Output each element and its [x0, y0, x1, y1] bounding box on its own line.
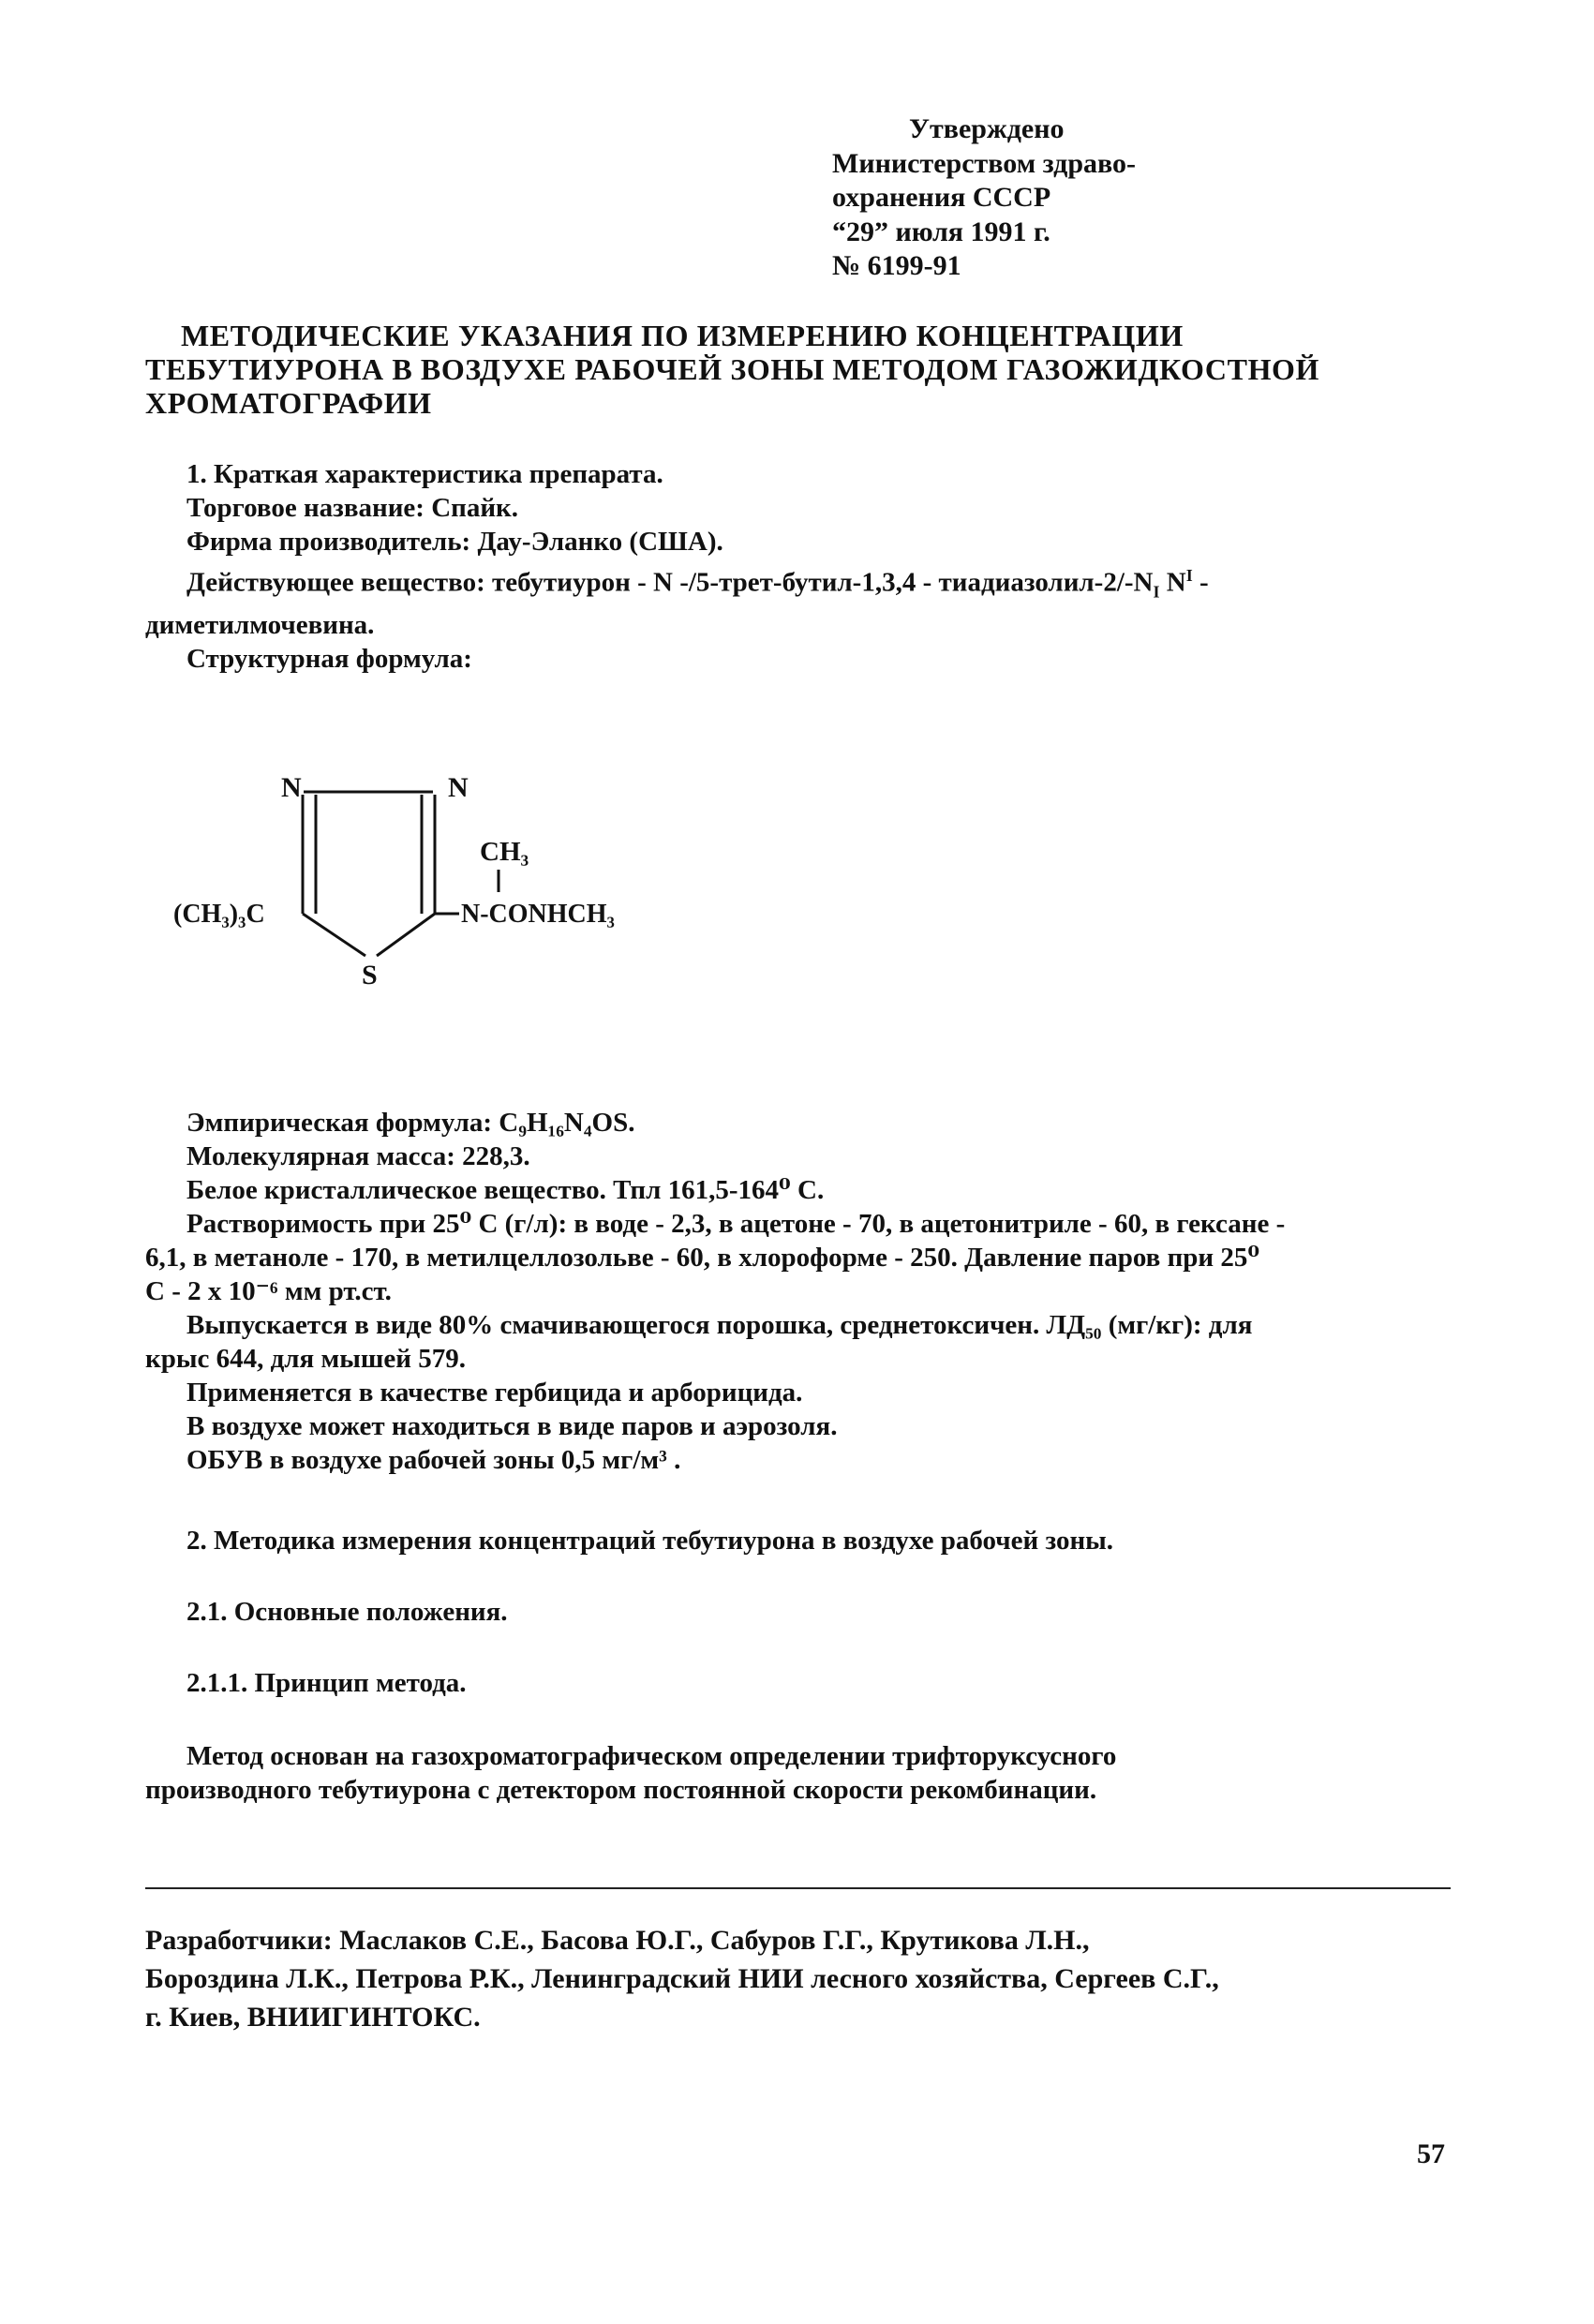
section-2-heading: 2. Методика измерения концентраций тебутиурона в воздухе рабочей зоны.: [186, 1526, 1114, 1556]
molecular-mass: Молекулярная масса: 228,3.: [186, 1141, 530, 1171]
section-heading: 1. Краткая характеристика препарата.: [186, 459, 663, 489]
empirical-formula: Эмпирическая формула: C₉H₁₆N₄OS.: [186, 1108, 635, 1138]
document-title: [145, 319, 1319, 420]
atom-n-right: N: [448, 772, 469, 803]
air-state: В воздухе может находиться в виде паров и аэрозоля.: [186, 1411, 838, 1441]
atom-n-left: N: [281, 772, 302, 803]
approval-line: Министерством здраво-: [832, 147, 1136, 179]
active-substance: [145, 559, 1209, 608]
manufacturer: Фирма производитель: Дау-Эланко (США).: [186, 527, 723, 557]
application: Применяется в качестве гербицида и арборицида.: [186, 1378, 803, 1408]
developers-line: Разработчики: Маслаков С.Е., Басова Ю.Г., Сабуров Г.Г., Крутикова Л.Н.,: [145, 1925, 1090, 1956]
developers: [145, 1921, 1219, 2036]
section-1: [145, 457, 1209, 676]
approval-line: охранения СССР: [832, 182, 1051, 213]
subsection-2-1: 2.1. Основные положения.: [186, 1597, 508, 1627]
carbamoyl-group: N-CONHCH₃: [461, 900, 615, 929]
active-subscript: I: [1153, 582, 1160, 602]
active-text: Действующее вещество: тебутиурон - N -/5-трет-бутил-1,3,4 - тиадиазолил-2/-N: [186, 567, 1154, 598]
title-line: ТЕБУТИУРОНА В ВОЗДУХЕ РАБОЧЕЙ ЗОНЫ МЕТОДОМ ГАЗОЖИДКОСТНОЙ: [145, 352, 1320, 386]
solubility-cont: С - 2 х 10⁻⁶ мм рт.ст.: [145, 1276, 392, 1306]
footnote-divider: [145, 1887, 1451, 1889]
approval-number: № 6199-91: [832, 250, 961, 281]
trade-name: Торговое название: Спайк.: [186, 493, 519, 523]
method-text-cont: производного тебутиурона с детектором постоянной скорости рекомбинации.: [145, 1775, 1097, 1805]
active-text-end: -: [1192, 567, 1209, 598]
active-substance-cont: диметилмочевина.: [145, 610, 375, 641]
appearance: Белое кристаллическое вещество. Тпл 161,5-164⁰ С.: [186, 1175, 825, 1205]
approval-line: “29” июля 1991 г.: [832, 216, 1050, 247]
approval-block: [832, 112, 1136, 284]
product-form: Выпускается в виде 80% смачивающегося порошка, среднетоксичен. ЛД₅₀ (мг/кг): для: [186, 1310, 1253, 1340]
solubility: Растворимость при 25⁰ С (г/л): в воде - 2,3, в ацетоне - 70, в ацетонитриле - 60, в гексане -: [186, 1209, 1286, 1239]
product-form-cont: крыс 644, для мышей 579.: [145, 1344, 466, 1374]
active-text-n: N: [1159, 567, 1186, 598]
title-line: ХРОМАТОГРАФИИ: [145, 386, 432, 420]
approval-line: Утверждено: [909, 113, 1065, 144]
atom-s: S: [362, 960, 378, 991]
developers-line: Бороздина Л.К., Петрова Р.К., Ленинградский НИИ лесного хозяйства, Сергеев С.Г.,: [145, 1963, 1219, 1994]
title-line: МЕТОДИЧЕСКИЕ УКАЗАНИЯ ПО ИЗМЕРЕНИЮ КОНЦЕНТРАЦИИ: [181, 319, 1184, 352]
subsection-2-1-1: 2.1.1. Принцип метода.: [186, 1668, 467, 1698]
solubility-cont: 6,1, в метаноле - 170, в метилцеллозольве - 60, в хлороформе - 250. Давление паров при 25⁰: [145, 1243, 1260, 1273]
bond-c-s-left: [303, 914, 365, 956]
page-number: 57: [1417, 2138, 1445, 2169]
method-text: Метод основан на газохроматографическом определении трифторуксусного: [186, 1741, 1117, 1771]
structural-formula: [169, 750, 768, 1012]
properties: [145, 1106, 1285, 1477]
methyl-group: CH₃: [480, 837, 529, 867]
active-superscript: I: [1185, 566, 1193, 585]
bond-c-s-right: [377, 914, 435, 956]
obuv: ОБУВ в воздухе рабочей зоны 0,5 мг/м³ .: [186, 1445, 681, 1475]
tert-butyl-group: (CH₃)₃C: [173, 900, 265, 929]
structural-formula-label: Структурная формула:: [186, 644, 472, 675]
developers-line: г. Киев, ВНИИГИНТОКС.: [145, 2002, 481, 2033]
